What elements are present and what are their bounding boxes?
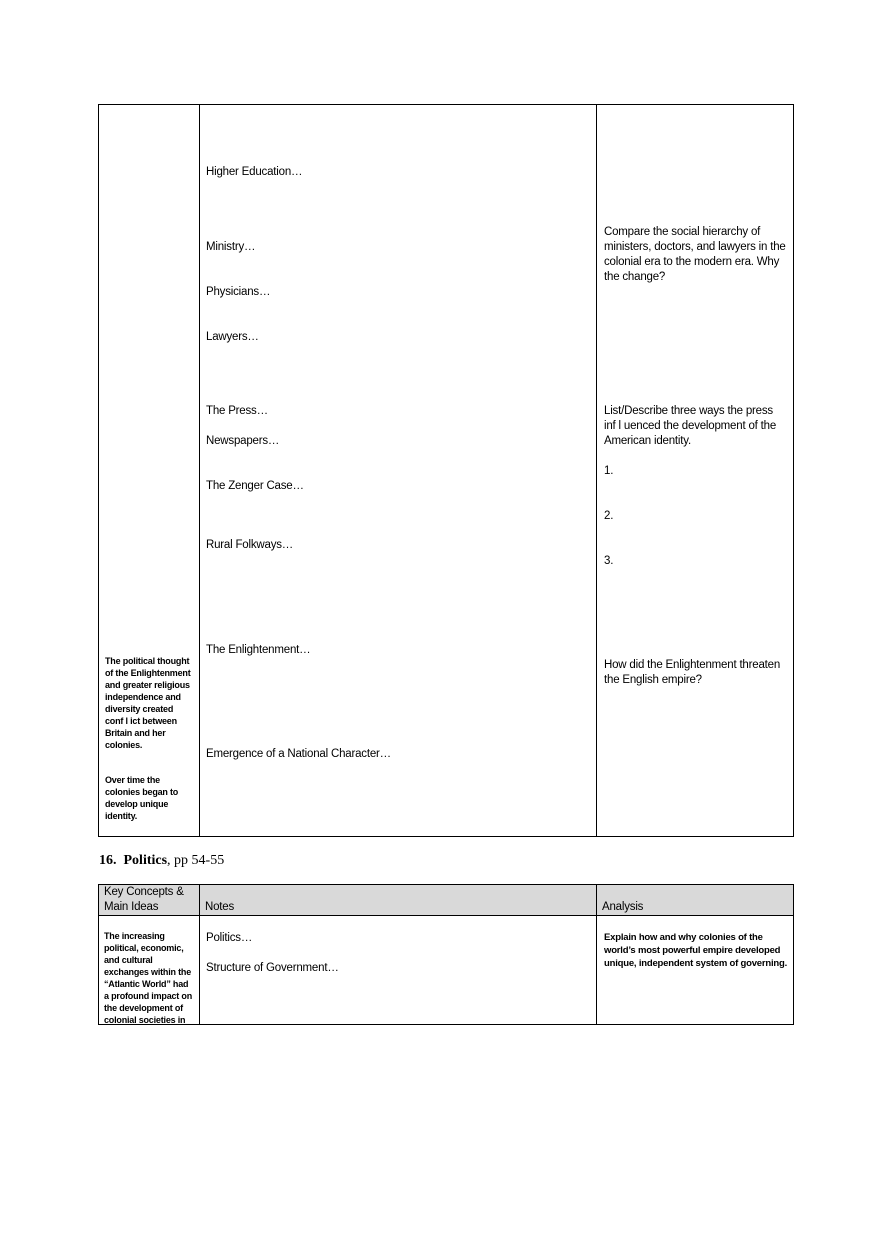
column-divider-left xyxy=(199,104,200,837)
note-enlightenment: The Enlightenment… xyxy=(206,644,311,656)
notes-table-continued xyxy=(98,104,794,837)
analysis-social-hierarchy: Compare the social hierarchy of ministers, doctors, and lawyers in the colonial era to the modern era. Why the change? xyxy=(604,226,786,283)
note-structure-of-government: Structure of Government… xyxy=(206,962,339,974)
note-rural-folkways: Rural Folkways… xyxy=(206,539,294,551)
section-title: Politics xyxy=(123,853,168,868)
analysis-enlightenment-question: How did the Enlightenment threaten the English empire? xyxy=(604,659,781,686)
note-the-press: The Press… xyxy=(206,405,268,417)
analysis-item-1: 1. xyxy=(604,465,614,477)
note-politics: Politics… xyxy=(206,932,253,944)
column-divider-left-2 xyxy=(199,884,200,1025)
note-lawyers: Lawyers… xyxy=(206,331,259,343)
analysis-politics-question: Explain how and why colonies of the world’s most powerful empire developed unique, independent system of governing. xyxy=(604,932,788,969)
header-divider xyxy=(98,915,794,916)
analysis-item-3: 3. xyxy=(604,555,614,567)
header-key-concepts-line2: Main Ideas xyxy=(104,901,159,913)
note-ministry: Ministry… xyxy=(206,241,256,253)
section-number: 16. xyxy=(99,853,117,868)
header-notes: Notes xyxy=(205,901,235,913)
header-key-concepts-line1: Key Concepts & xyxy=(104,886,184,898)
analysis-press-prompt: List/Describe three ways the press inf l uenced the development of the American identity. xyxy=(604,405,777,447)
note-national-character: Emergence of a National Character… xyxy=(206,748,391,760)
note-physicians: Physicians… xyxy=(206,286,271,298)
note-higher-education: Higher Education… xyxy=(206,166,303,178)
analysis-item-2: 2. xyxy=(604,510,614,522)
column-divider-right-2 xyxy=(596,884,597,1025)
key-concept-unique-identity: Over time the colonies began to develop unique identity. xyxy=(105,775,179,821)
note-zenger-case: The Zenger Case… xyxy=(206,480,304,492)
header-analysis: Analysis xyxy=(602,901,644,913)
key-concept-atlantic-world: The increasing political, economic, and cultural exchanges within the “Atlantic World” had a profound impact on the development of colonial societies in xyxy=(104,931,192,1024)
section-heading-politics xyxy=(99,852,224,870)
section-pages: , pp 54-55 xyxy=(167,853,225,868)
note-newspapers: Newspapers… xyxy=(206,435,280,447)
key-concept-enlightenment-conflict: The political thought of the Enlightenment and greater religious independence and diversity created conf l ict between Britain and her colonies. xyxy=(105,656,191,750)
column-divider-right xyxy=(596,104,597,837)
